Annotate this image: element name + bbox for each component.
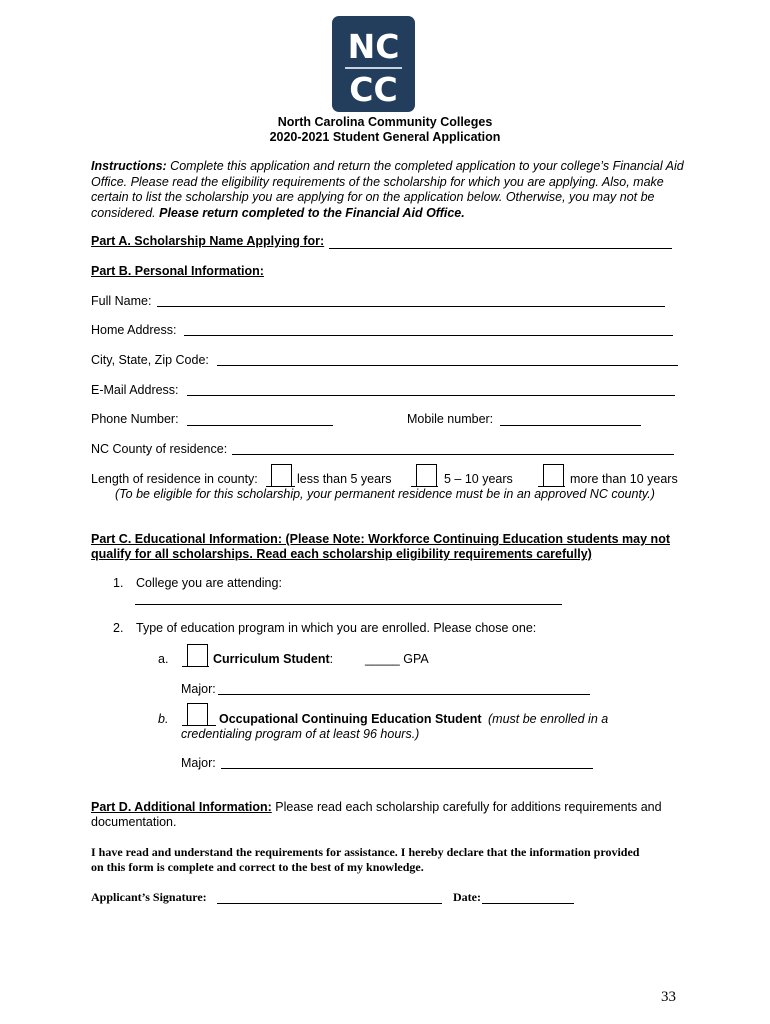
part-c-heading-line1: Part C. Educational Information: (Please Note: Workforce Continuing Education students may not: [91, 532, 670, 546]
county-label: NC County of residence:: [91, 442, 228, 456]
curriculum-text: Curriculum Student: [213, 652, 330, 666]
option-b-marker: b.: [158, 712, 169, 726]
gpa-field[interactable]: _____ GPA: [365, 652, 429, 666]
curriculum-label: [213, 652, 333, 666]
q2-label: Type of education program in which you are enrolled. Please chose one:: [136, 621, 537, 635]
part-c-heading-line2: qualify for all scholarships. Read each scholarship eligibility requirements carefully): [91, 547, 592, 561]
mobile-field[interactable]: [500, 425, 641, 426]
instructions-emphasis: Please return completed to the Financial Aid Office.: [159, 205, 465, 220]
full-name-field[interactable]: [157, 306, 665, 307]
home-address-label: Home Address:: [91, 323, 177, 337]
instructions-label: Instructions:: [91, 159, 167, 173]
curriculum-colon: :: [329, 652, 334, 666]
residence-under-5-checkbox[interactable]: [271, 464, 292, 486]
nccc-logo: [332, 16, 415, 112]
date-field[interactable]: [482, 903, 574, 904]
scholarship-name-field[interactable]: [329, 248, 672, 249]
mobile-label: Mobile number:: [407, 412, 494, 426]
signature-label: Applicant’s Signature:: [91, 890, 207, 904]
q1-label: College you are attending:: [136, 576, 282, 590]
residence-over-10-checkbox[interactable]: [543, 464, 564, 486]
full-name-label: Full Name:: [91, 294, 152, 308]
email-field[interactable]: [187, 395, 675, 396]
q2-number: 2.: [113, 621, 124, 635]
form-title: 2020-2021 Student General Application: [269, 130, 501, 144]
curriculum-checkbox[interactable]: [187, 644, 208, 666]
occupational-note-line2: credentialing program of at least 96 hours.): [181, 727, 420, 741]
checkbox-underline: [182, 666, 209, 667]
occupational-label: Occupational Continuing Education Student: [219, 712, 482, 726]
part-a-label: Part A. Scholarship Name Applying for:: [91, 234, 325, 248]
residence-under-5-label: less than 5 years: [297, 472, 392, 486]
declaration-line2: on this form is complete and correct to the best of my knowledge.: [91, 860, 424, 874]
phone-field[interactable]: [187, 425, 333, 426]
county-field[interactable]: [232, 454, 674, 455]
residence-note: (To be eligible for this scholarship, your permanent residence must be in an approved NC county.): [115, 487, 655, 501]
residence-length-label: Length of residence in county:: [91, 472, 258, 486]
residence-over-10-label: more than 10 years: [570, 472, 678, 486]
residence-5-10-label: 5 – 10 years: [444, 472, 513, 486]
major-a-field[interactable]: [218, 694, 590, 695]
city-state-zip-label: City, State, Zip Code:: [91, 353, 209, 367]
instructions-text: Complete this application and return the completed application to your college’s Financial Aid Office. Please read the eligibility requirements of the scholarship for which you are applying. Also, make certain to list the scholarship you are applying for on the application below. Otherwise, you may not be considered.: [91, 159, 684, 220]
page-number: 33: [661, 989, 676, 1005]
part-d-line1: [91, 800, 662, 814]
major-b-field[interactable]: [221, 768, 593, 769]
part-d-text: Please read each scholarship carefully for additions requirements and: [271, 800, 662, 814]
occupational-note-line1: (must be enrolled in a: [488, 712, 609, 726]
part-d-line2: documentation.: [91, 815, 177, 829]
major-a-label: Major:: [181, 682, 216, 696]
occupational-checkbox[interactable]: [187, 703, 208, 725]
phone-label: Phone Number:: [91, 412, 179, 426]
home-address-field[interactable]: [184, 335, 673, 336]
instructions: [91, 159, 691, 221]
declaration-line1: I have read and understand the requirements for assistance. I hereby declare that the information provided: [91, 845, 640, 859]
college-field[interactable]: [135, 604, 562, 605]
q1-number: 1.: [113, 576, 124, 590]
logo-line2: CC: [349, 70, 398, 109]
logo-line1: NC: [347, 27, 400, 66]
org-title: North Carolina Community Colleges: [277, 115, 493, 129]
signature-field[interactable]: [217, 903, 442, 904]
logo-divider: [345, 67, 402, 69]
residence-5-10-checkbox[interactable]: [416, 464, 437, 486]
date-label: Date:: [453, 890, 481, 904]
option-a-marker: a.: [158, 652, 169, 666]
part-b-heading: Part B. Personal Information:: [91, 264, 264, 278]
part-d-heading: Part D. Additional Information:: [91, 800, 272, 814]
checkbox-underline: [182, 725, 216, 726]
city-state-zip-field[interactable]: [217, 365, 678, 366]
email-label: E-Mail Address:: [91, 383, 179, 397]
major-b-label: Major:: [181, 756, 216, 770]
